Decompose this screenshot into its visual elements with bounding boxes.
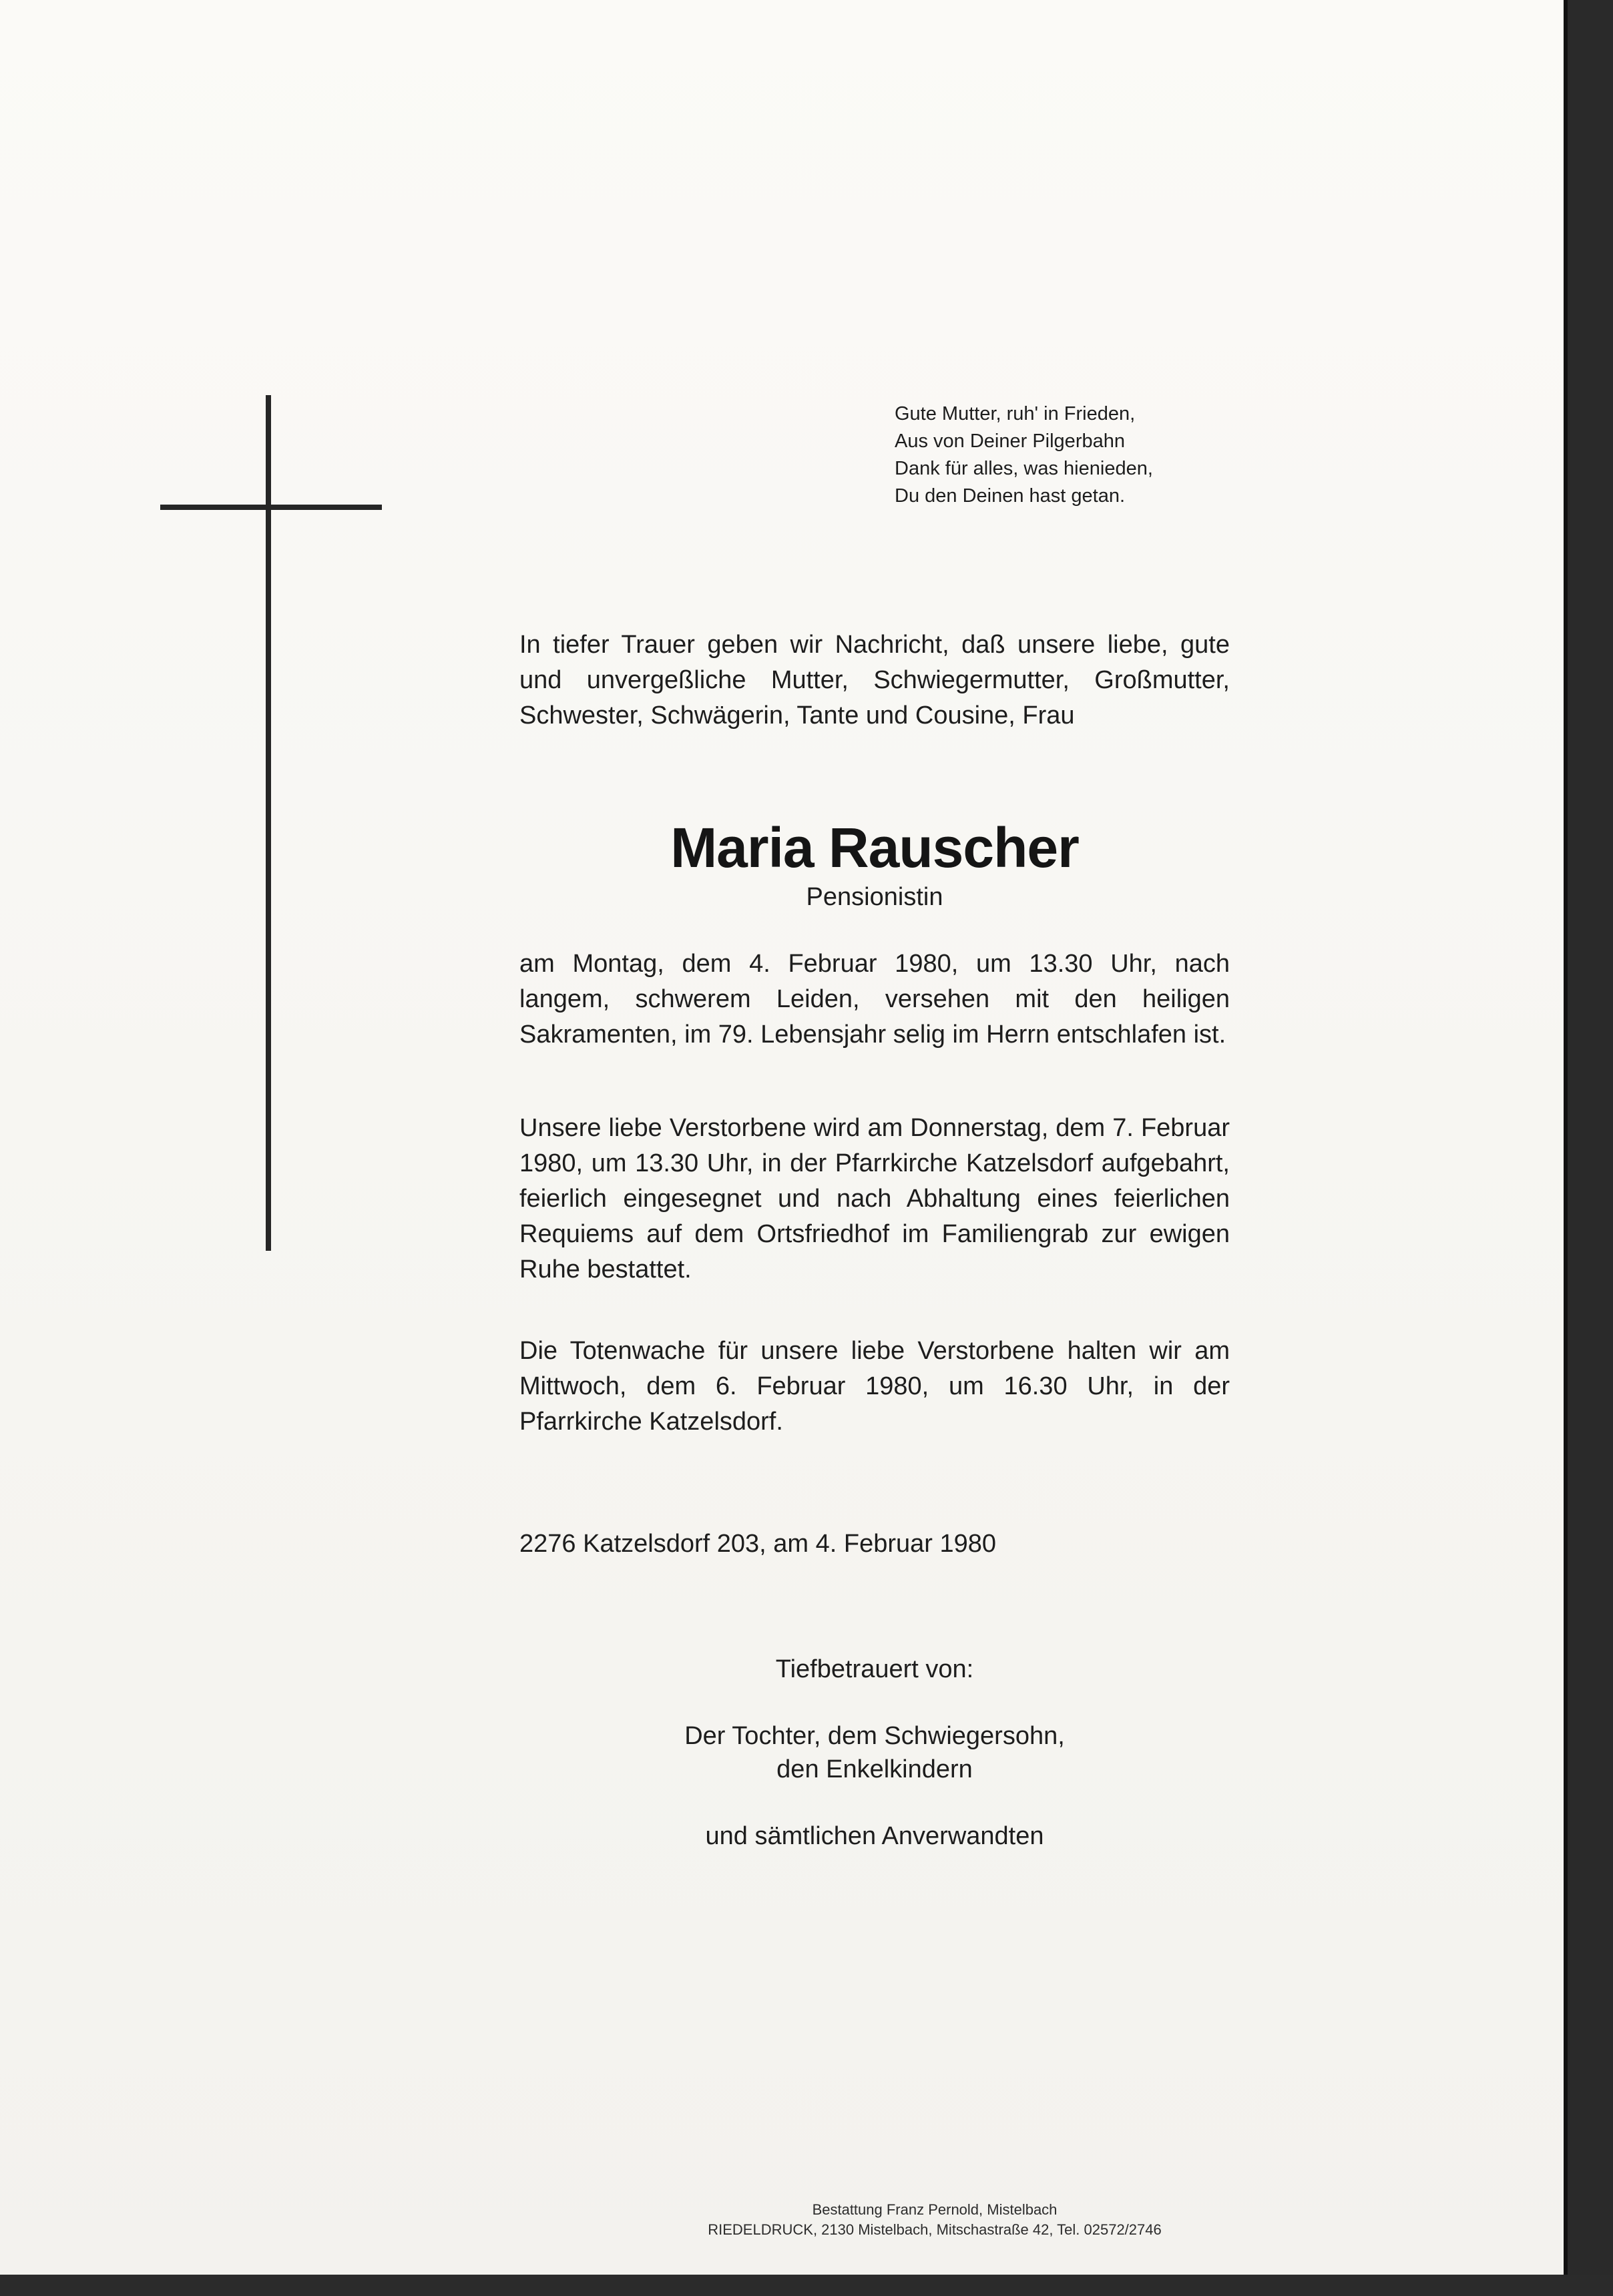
cross-icon-vertical-bar: [266, 395, 271, 1251]
deceased-name: Maria Rauscher: [670, 816, 1079, 879]
poem-line: Du den Deinen hast getan.: [895, 485, 1126, 507]
scan-border-bottom: [0, 2275, 1613, 2296]
imprint-line: Bestattung Franz Pernold, Mistelbach: [812, 2201, 1058, 2218]
mourners-block: [519, 1653, 1230, 1853]
mourners-heading: Tiefbetrauert von:: [775, 1655, 974, 1683]
spacer: [519, 1786, 1230, 1819]
funeral-paragraph: Unsere liebe Verstorbene wird am Donnerstag, dem 7. Februar 1980, um 13.30 Uhr, in der Pfarrkirche Katzelsdorf aufgebahrt, feierlich eingesegnet und nach Abhaltung eines feierlichen Requiems auf dem Ortsfriedhof im Familiengrab zur ewigen Ruhe bestattet.: [519, 1114, 1230, 1283]
imprint-line: RIEDELDRUCK, 2130 Mistelbach, Mitschastraße 42, Tel. 02572/2746: [708, 2221, 1162, 2238]
printer-imprint: [467, 2200, 1402, 2240]
wake-paragraph: Die Totenwache für unsere liebe Verstorbene halten wir am Mittwoch, dem 6. Februar 1980, um 16.30 Uhr, in der Pfarrkirche Katzelsdorf.: [519, 1337, 1230, 1436]
intro-paragraph: In tiefer Trauer geben wir Nachricht, daß unsere liebe, gute und unvergeßliche Mutter, Schwiegermutter, Großmutter, Schwester, Schwägerin, Tante und Cousine, Frau: [519, 631, 1230, 730]
death-paragraph: am Montag, dem 4. Februar 1980, um 13.30 Uhr, nach langem, schwerem Leiden, versehen mit den heiligen Sakramenten, im 79. Lebensjahr selig im Herrn entschlafen ist.: [519, 950, 1230, 1049]
poem-line: Dank für alles, was hienieden,: [895, 458, 1153, 479]
memorial-poem: [895, 400, 1295, 510]
mourners-line: Der Tochter, dem Schwiegersohn,: [684, 1722, 1065, 1750]
poem-line: Gute Mutter, ruh' in Frieden,: [895, 403, 1136, 424]
place-and-date: 2276 Katzelsdorf 203, am 4. Februar 1980: [519, 1530, 997, 1558]
scan-border-right: [1564, 0, 1613, 2296]
mourners-line: und sämtlichen Anverwandten: [705, 1822, 1044, 1850]
mourners-line: den Enkelkindern: [776, 1755, 973, 1783]
poem-line: Aus von Deiner Pilgerbahn: [895, 431, 1125, 452]
cross-icon-horizontal-bar: [160, 505, 382, 510]
deceased-occupation: Pensionistin: [806, 883, 943, 911]
spacer: [519, 1686, 1230, 1719]
